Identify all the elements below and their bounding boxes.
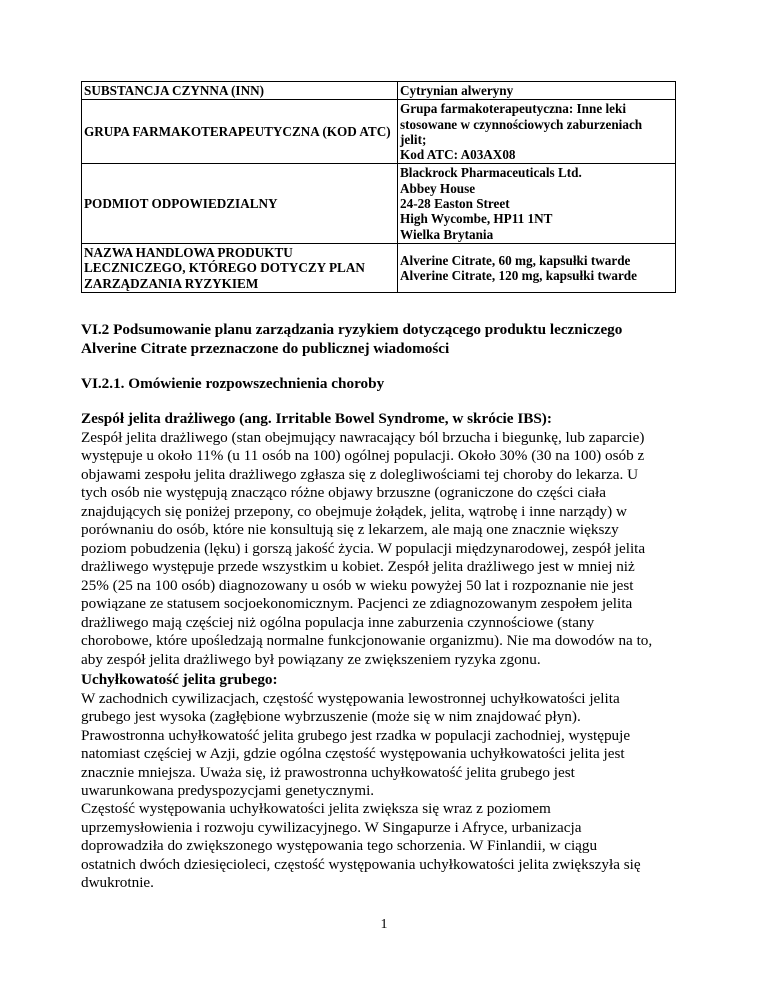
trade-name-value: Alverine Citrate, 60 mg, kapsułki twarde Alverine Citrate, 120 mg, kapsułki twarde (398, 243, 676, 292)
paragraph-line: uprzemysłowienia i rozwoju cywilizacyjnego. W Singapurze i Afryce, urbanizacja (81, 818, 582, 836)
paragraph-line: drażliwego mają częściej niż ogólna populacja inne zaburzenia czynnościowe (stany (81, 613, 595, 631)
paragraph-line: aby zespół jelita drażliwego był powiązany ze zwiększeniem ryzyka zgonu. (81, 650, 541, 668)
table-row (82, 100, 676, 164)
active-substance-value: Cytrynian alweryny (398, 82, 676, 100)
paragraph-line: natomiast częściej w Azji, gdzie ogólna częstość występowania uchyłkowatości jelita jest (81, 745, 625, 762)
subsection-title: VI.2.1. Omówienie rozpowszechnienia choroby (81, 375, 385, 392)
page-number: 1 (380, 917, 388, 932)
paragraph-line: uwarunkowana predyspozycjami genetycznymi. (81, 782, 375, 799)
table-row (82, 243, 676, 292)
marketing-authorisation-holder-label: PODMIOT ODPOWIEDZIALNY (82, 164, 398, 243)
ibs-section (81, 410, 691, 669)
paragraph-line: Prawostronna uchyłkowatość jelita grubego jest rzadka w populacji zachodniej, występuje (81, 726, 631, 744)
pharmacotherapeutic-group-label: GRUPA FARMAKOTERAPEUTYCZNA (KOD ATC) (82, 100, 398, 164)
paragraph-line: poziom pobudzenia (lęku) i gorszą jakość życia. W populacji międzynarodowej, zespół jelita (81, 539, 646, 557)
table-row (82, 82, 676, 100)
paragraph-line: objawami zespołu jelita drażliwego zgłasza się z dolegliwościami tej choroby do lekarza. U (81, 465, 639, 483)
paragraph-line: powiązane ze statusem socjoekonomicznym. Pacjenci ze zdiagnozowanym zespołem jelita (81, 595, 633, 612)
paragraph-line: Zespół jelita drażliwego (stan obejmujący nawracający ból brzucha i biegunkę, lub zaparcie) (81, 428, 645, 446)
paragraph-line: grubego jest wysoka (zagłębione wybrzuszenie (może się w nim znajdować płyn). (81, 708, 581, 725)
product-info-table (81, 81, 676, 293)
paragraph-line: chorobowe, które upośledzają normalne funkcjonowanie organizmu). Nie ma dowodów na to, (81, 632, 653, 649)
paragraph-line: drażliwego występuje przede wszystkim u kobiet. Zespół jelita drażliwego jest w mniej niż (81, 558, 635, 575)
paragraph-line: dwukrotnie. (81, 874, 154, 891)
ibs-heading: Zespół jelita drażliwego (ang. Irritable Bowel Syndrome, w skrócie IBS): (81, 410, 552, 427)
paragraph-line: tych osób nie występują znacząco różne objawy brzuszne (ograniczone do części ciała (81, 484, 606, 501)
paragraph-line: ostatnich dwóch dziesięcioleci, częstość występowania uchyłkowatości jelita zwiększyła się (81, 855, 641, 873)
paragraph-line: porównaniu do osób, które nie konsultują się z lekarzem, ale mają one znacznie większy (81, 521, 619, 538)
pharmacotherapeutic-group-value: Grupa farmakoterapeutyczna: Inne leki stosowane w czynnościowych zaburzeniach jelit; Kod ATC: A03AX08 (398, 100, 676, 164)
diverticulosis-paragraph-2 (81, 800, 691, 893)
paragraph-line: Częstość występowania uchyłkowatości jelita zwiększa się wraz z poziomem (81, 800, 551, 817)
active-substance-label: SUBSTANCJA CZYNNA (INN) (82, 82, 398, 100)
paragraph-line: 25% (25 na 100 osób) diagnozowany u osób w wieku powyżej 50 lat i rozpoznanie nie jest (81, 576, 634, 594)
paragraph-line: W zachodnich cywilizacjach, częstość występowania lewostronnej uchyłkowatości jelita (81, 689, 620, 707)
diverticulosis-section (81, 671, 691, 801)
section-title: VI.2 Podsumowanie planu zarządzania ryzykiem dotyczącego produktu leczniczego Alverine Citrate przeznaczone do publicznej wiadomości (81, 321, 623, 357)
paragraph-line: znacznie mniejsza. Uważa się, iż prawostronna uchyłkowatość jelita grubego jest (81, 763, 575, 781)
table-row (82, 164, 676, 243)
paragraph-line: znajdujących się poniżej przepony, co obejmuje żołądek, jelita, wątrobę i inne narządy) w (81, 502, 627, 520)
diverticulosis-heading: Uchyłkowatość jelita grubego: (81, 671, 278, 688)
marketing-authorisation-holder-value: Blackrock Pharmaceuticals Ltd. Abbey House 24-28 Easton Street High Wycombe, HP11 1NT Wielka Brytania (398, 164, 676, 243)
paragraph-line: występuje u około 11% (u 11 osób na 100) ogólnej populacji. Około 30% (30 na 100) osób z (81, 447, 645, 464)
trade-name-label: NAZWA HANDLOWA PRODUKTU LECZNICZEGO, KTÓREGO DOTYCZY PLAN ZARZĄDZANIA RYZYKIEM (82, 243, 398, 292)
paragraph-line: doprowadziła do zwiększonego występowania tego schorzenia. W Finlandii, w ciągu (81, 837, 598, 854)
